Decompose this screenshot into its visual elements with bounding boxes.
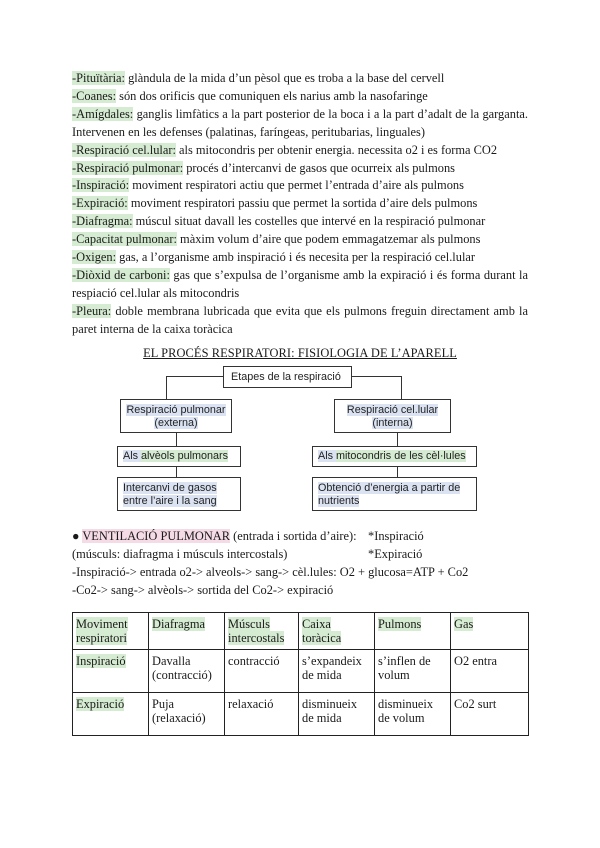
term: -Inspiració: xyxy=(72,178,130,193)
breathing-movements-table xyxy=(72,612,529,736)
gas-exchange-line1: Intercanvi de gasos xyxy=(123,482,217,494)
definition-text: ganglis limfàtics a la part posterior de la boca i a la part d’adalt de la garganta. Intervenen en les defenses (palatinas, faríngeas, peritubarias, linguales) xyxy=(72,106,528,139)
header-text: Músculs intercostals xyxy=(228,617,285,645)
definition-text: moviment respiratori passiu que permet la sortida d’aire dels pulmons xyxy=(127,196,478,211)
definitions-list xyxy=(72,70,528,339)
row-label: Inspiració xyxy=(76,654,126,668)
table-cell: disminueix de volum xyxy=(375,693,451,736)
table-header-cell xyxy=(73,613,149,650)
table-row xyxy=(73,693,529,736)
connector-line xyxy=(397,433,398,446)
table-header-row xyxy=(73,613,529,650)
table-cell xyxy=(73,650,149,693)
term: -Amígdales: xyxy=(72,106,134,121)
connector-line xyxy=(166,376,223,377)
table-cell: relaxació xyxy=(225,693,299,736)
definition-amigdales xyxy=(72,106,528,142)
pulmonary-respiration-sub: (externa) xyxy=(154,417,198,429)
header-text: Gas xyxy=(454,617,474,631)
ventilation-section xyxy=(72,528,532,600)
term: -Diafragma: xyxy=(72,214,133,229)
definition-oxigen xyxy=(72,249,528,267)
diagram-title: EL PROCÉS RESPIRATORI: FISIOLOGIA DE L’APARELL xyxy=(143,346,457,360)
cellular-respiration-sub: (interna) xyxy=(372,417,413,429)
energy-box xyxy=(312,477,477,511)
table-cell: contracció xyxy=(225,650,299,693)
ventilation-heading-rest: (entrada i sortida d’aire): xyxy=(230,529,357,543)
definition-text: múscul situat davall les costelles que intervé en la respiració pulmonar xyxy=(132,214,486,229)
definition-dioxid-de-carboni xyxy=(72,267,528,303)
definition-diafragma xyxy=(72,213,528,231)
root-label: Etapes de la respiració xyxy=(231,371,341,383)
table-header-cell xyxy=(225,613,299,650)
root-box xyxy=(223,366,352,388)
mitochondria-prefix: Als xyxy=(318,450,336,462)
table-header-cell xyxy=(375,613,451,650)
term: -Diòxid de carboni: xyxy=(72,267,170,282)
table-row xyxy=(73,650,529,693)
definition-respiracio-pulmonar xyxy=(72,160,528,178)
pulmonary-respiration-label: Respiració pulmonar xyxy=(126,404,226,416)
connector-line xyxy=(176,433,177,446)
definition-text: als mitocondris per obtenir energia. necessita o2 i es forma CO2 xyxy=(175,142,498,157)
header-text: Moviment respiratori xyxy=(76,617,128,645)
alveoli-prefix: Als xyxy=(123,450,141,462)
gas-exchange-line2: entre l’aire i la sang xyxy=(123,495,217,507)
connector-line xyxy=(166,376,167,400)
alveoli-box xyxy=(117,446,241,467)
term: -Respiració cel.lular: xyxy=(72,142,176,157)
cellular-respiration-box xyxy=(334,399,451,433)
mitochondria-box xyxy=(312,446,477,467)
pulmonary-respiration-box xyxy=(120,399,232,433)
muscles-text: (músculs: diafragma i músculs intercostals) xyxy=(72,546,288,561)
expiration-note: *Expiració xyxy=(368,546,423,561)
definition-text: moviment respiratori actiu que permet l’entrada d’aire als pulmons xyxy=(129,178,464,193)
ventilation-heading: VENTILACIÓ PULMONAR xyxy=(82,529,231,543)
mitochondria-label: mitocondris de les cèl·lules xyxy=(336,450,466,462)
term: -Expiració: xyxy=(72,196,128,211)
table-cell: disminueix de mida xyxy=(299,693,375,736)
row-label: Expiració xyxy=(76,697,125,711)
header-text: Caixa toràcica xyxy=(302,617,342,645)
ventilation-heading-row xyxy=(72,528,532,546)
definition-inspiracio xyxy=(72,177,528,195)
energy-line2: nutrients xyxy=(318,495,360,507)
connector-line xyxy=(352,376,402,377)
header-text: Diafragma xyxy=(152,617,205,631)
inspiration-flow: -Inspiració-> entrada o2-> alveols-> sang-> cèl.lules: O2 + glucosa=ATP + Co2 xyxy=(72,564,469,579)
definition-text: són dos orificis que comuniquen els narius amb la nasofaringe xyxy=(116,88,428,103)
definition-text: glàndula de la mida d’un pèsol que es troba a la base del cervell xyxy=(125,71,445,85)
definition-text: màxim volum d’aire que podem emmagatzemar als pulmons xyxy=(176,232,481,247)
table-cell xyxy=(73,693,149,736)
header-text: Pulmons xyxy=(378,617,422,631)
connector-line xyxy=(397,467,398,477)
term: -Respiració pulmonar: xyxy=(72,160,184,175)
table-cell: s’expandeix de mida xyxy=(299,650,375,693)
definition-capacitat-pulmonar xyxy=(72,231,528,249)
definition-text: gas que s’expulsa de l’organisme amb la expiració i és forma durant la respiació cel.lular als mitocondris xyxy=(72,267,528,300)
definition-pleura xyxy=(72,303,528,339)
alveoli-label: alvèols pulmonars xyxy=(141,450,229,462)
definition-text: procés d’intercanvi de gasos que ocurreix als pulmons xyxy=(183,160,455,175)
term: -Oxigen: xyxy=(72,250,117,265)
term: -Coanes: xyxy=(72,88,117,103)
term: -Pituïtària: xyxy=(72,71,125,85)
table-cell: O2 entra xyxy=(451,650,529,693)
table-header-cell xyxy=(451,613,529,650)
table-cell: Puja (relaxació) xyxy=(149,693,225,736)
term: -Pleura: xyxy=(72,303,112,318)
definition-expiracio xyxy=(72,195,528,213)
inspiration-note: *Inspiració xyxy=(368,529,424,543)
gas-exchange-box xyxy=(117,477,241,511)
definition-text: gas, a l’organisme amb inspiració i és necesita per la respiració cel.lular xyxy=(116,250,476,265)
table-header-cell xyxy=(149,613,225,650)
term: -Capacitat pulmonar: xyxy=(72,232,177,247)
table-header-cell xyxy=(299,613,375,650)
table-cell: s’inflen de volum xyxy=(375,650,451,693)
bullet: ● xyxy=(72,529,80,543)
cellular-respiration-label: Respiració cel.lular xyxy=(346,404,439,416)
definition-respiracio-cellular xyxy=(72,142,528,160)
definition-text: doble membrana lubricada que evita que els pulmons freguin directament amb la paret interna de la caixa toràcica xyxy=(72,303,528,336)
connector-line xyxy=(176,467,177,477)
table-cell: Davalla (contracció) xyxy=(149,650,225,693)
expiration-flow: -Co2-> sang-> alvèols-> sortida del Co2-> expiració xyxy=(72,582,334,597)
definition-pituitaria xyxy=(72,70,528,88)
energy-line1: Obtenció d’energia a partir de xyxy=(318,482,461,494)
table-cell: Co2 surt xyxy=(451,693,529,736)
ventilation-muscles-row xyxy=(72,546,532,564)
connector-line xyxy=(401,376,402,399)
definition-coanes xyxy=(72,88,528,106)
